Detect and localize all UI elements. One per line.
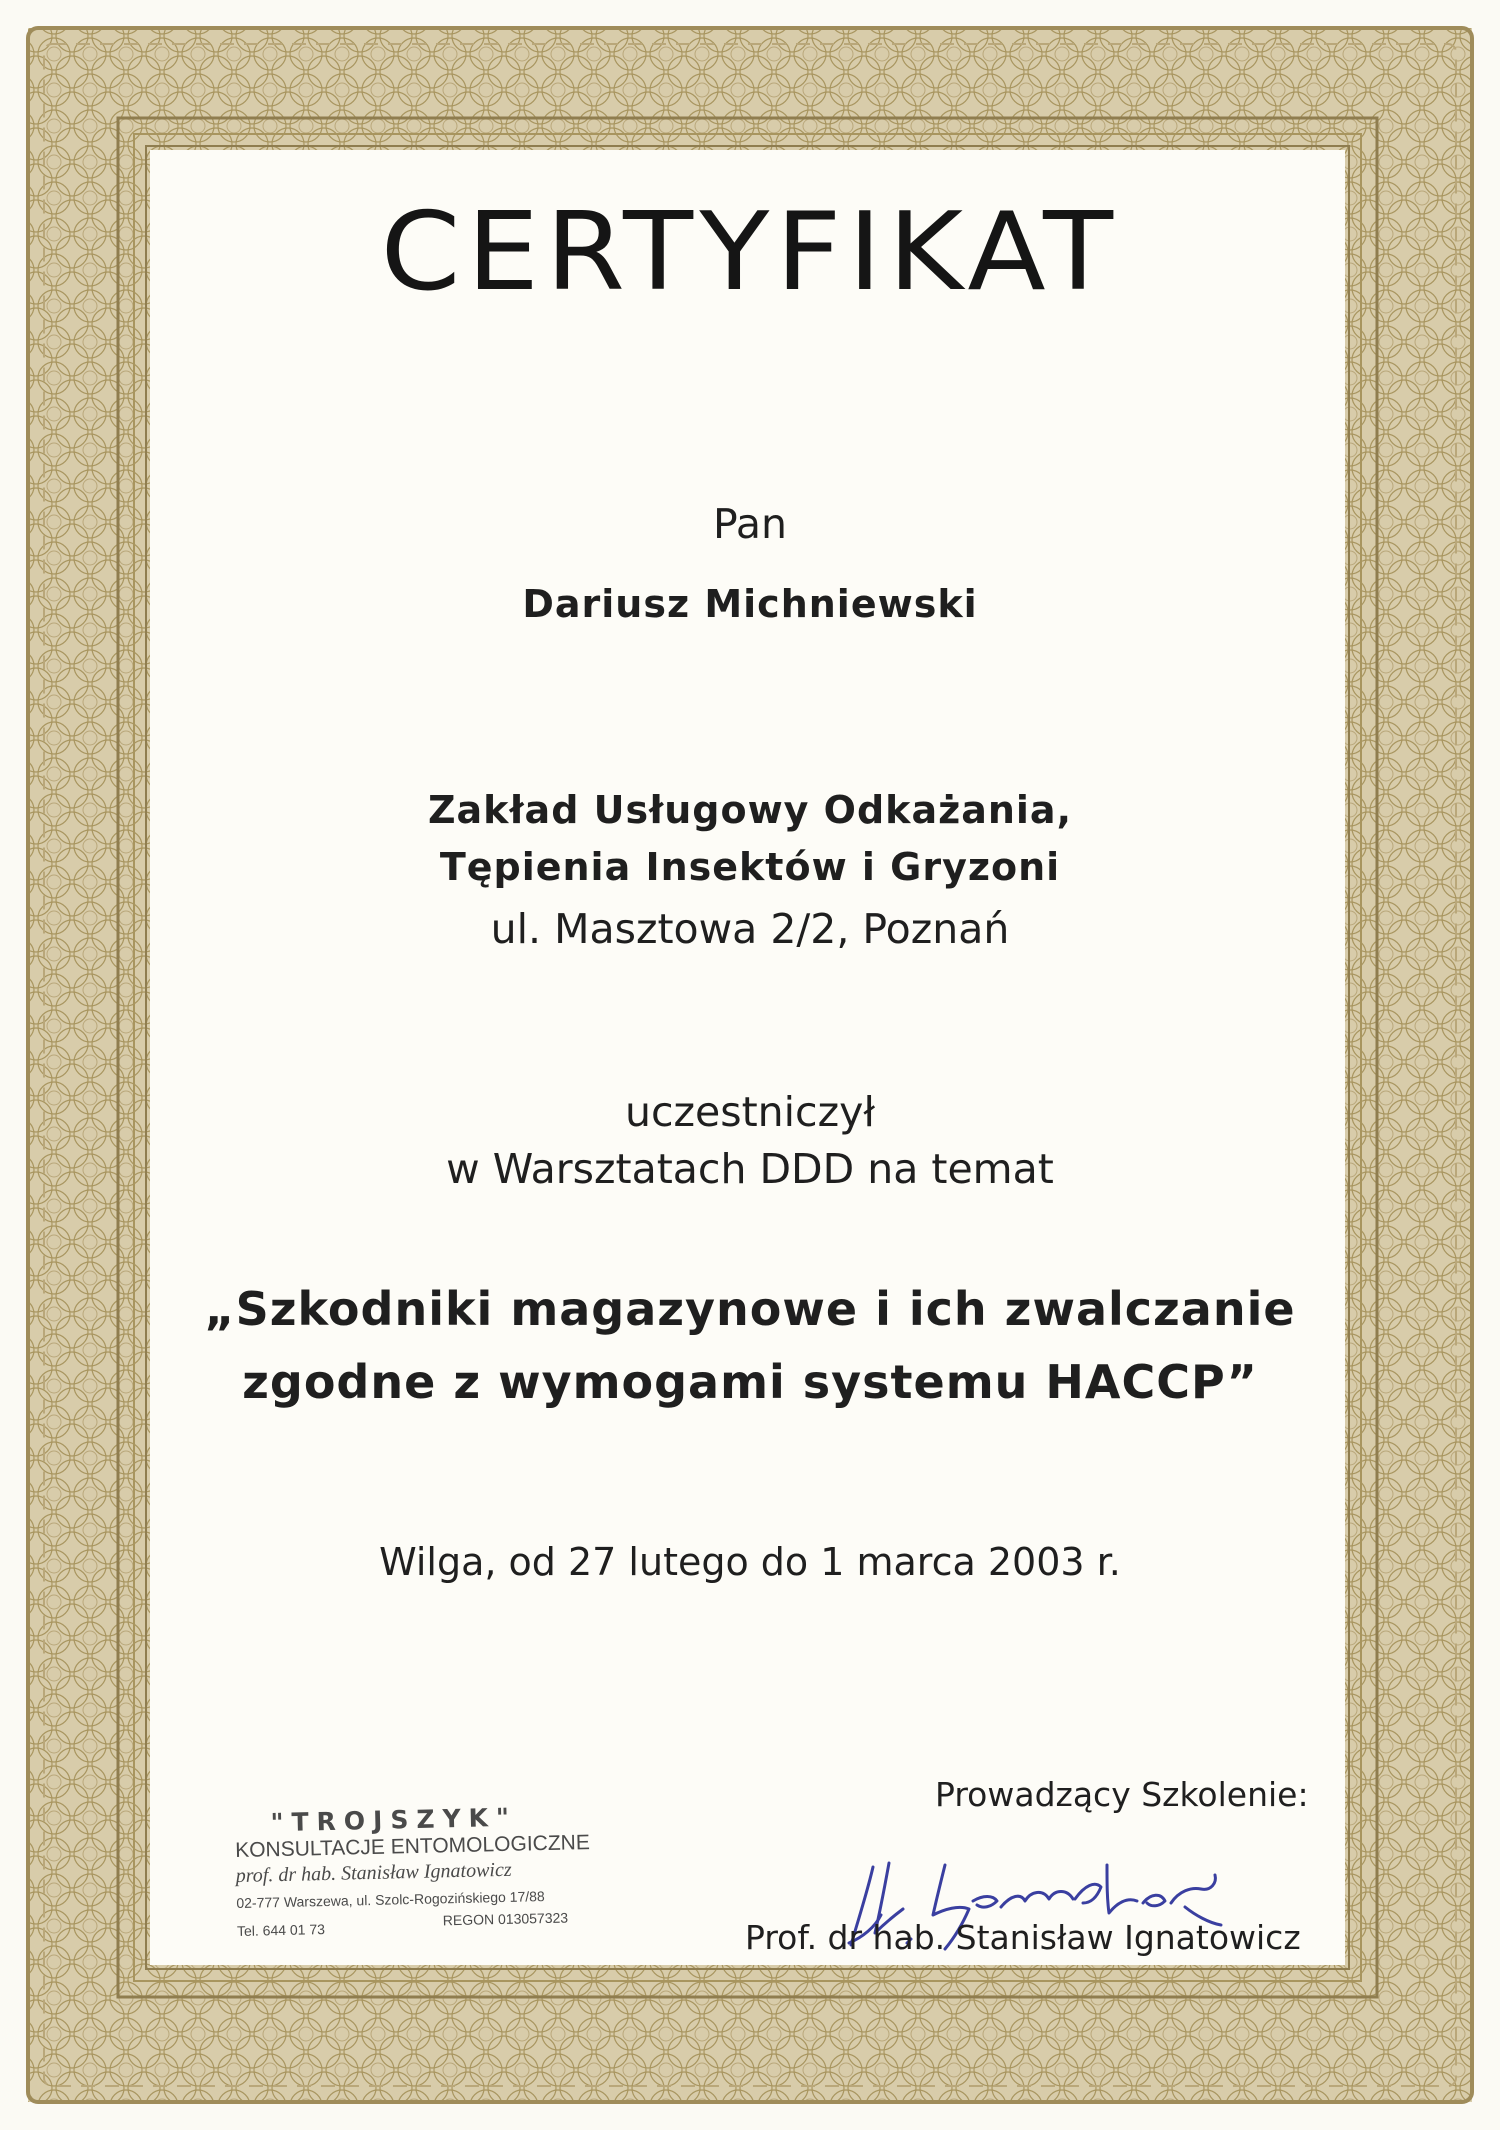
company-address: ul. Masztowa 2/2, Poznań — [490, 905, 1010, 953]
stamp-professor: prof. dr hab. Stanisław Ignatowicz — [235, 1858, 512, 1888]
signer-label: Prowadzący Szkolenie: — [935, 1775, 1309, 1814]
company-line-2: Tępienia Insektów i Gryzoni — [439, 845, 1061, 889]
stamp-address: 02-777 Warszewa, ul. Szolc-Rogozińskiego 17/88 — [236, 1888, 545, 1912]
place-and-date: Wilga, od 27 lutego do 1 marca 2003 r. — [379, 1540, 1121, 1584]
company-line-1: Zakład Usługowy Odkażania, — [427, 788, 1073, 832]
stamp-subtitle: KONSULTACJE ENTOMOLOGICZNE — [234, 1831, 591, 1863]
topic-line-1: „Szkodniki magazynowe i ich zwalczanie — [204, 1282, 1296, 1336]
company-stamp — [230, 1801, 599, 1969]
participation-line-1: uczestniczył — [624, 1088, 876, 1136]
certificate-title: CERTYFIKAT — [380, 190, 1120, 315]
certificate-body — [150, 150, 1345, 1965]
stamp-regon: REGON 013057323 — [442, 1909, 569, 1929]
salutation: Pan — [713, 500, 787, 548]
signer-name: Prof. dr hab. Stanisław Ignatowicz — [745, 1918, 1301, 1957]
recipient-name: Dariusz Michniewski — [522, 582, 978, 626]
stamp-phone: Tel. 644 01 73 — [236, 1921, 326, 1940]
participation-line-2: w Warsztatach DDD na temat — [446, 1145, 1054, 1193]
stamp-company-name: "TROJSZYK" — [270, 1802, 518, 1838]
topic-line-2: zgodne z wymogami systemu HACCP” — [242, 1355, 1258, 1409]
